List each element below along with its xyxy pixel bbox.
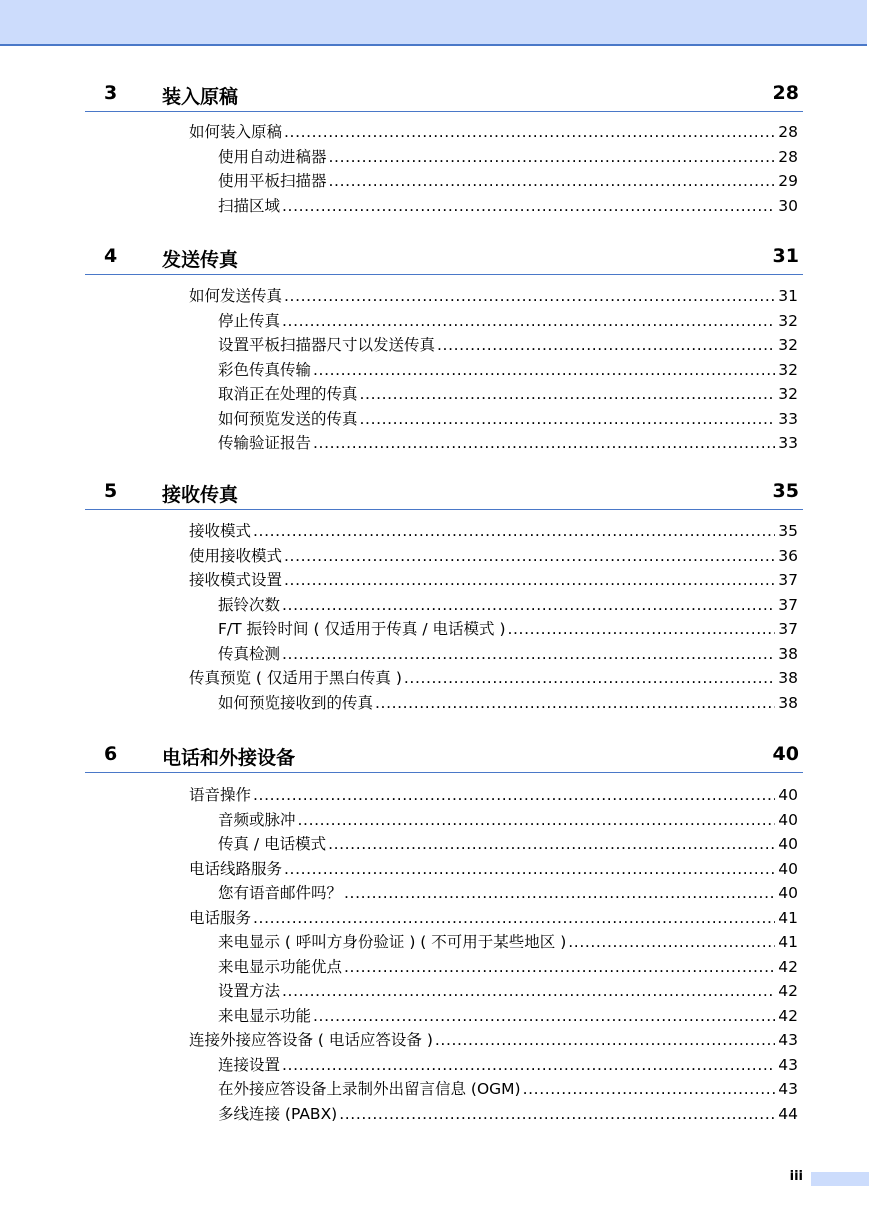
- dot-leader: [313, 1007, 775, 1025]
- toc-entry-label: 来电显示 ( 呼叫方身份验证 ) ( 不可用于某些地区 ): [218, 933, 567, 951]
- toc-entry-label: 振铃次数: [218, 595, 281, 614]
- chapter-page: 35: [772, 480, 799, 502]
- chapter-title: 接收传真: [162, 484, 239, 506]
- toc-entry-label: 电话服务: [189, 908, 252, 927]
- toc-entry-page: 44: [778, 1104, 798, 1123]
- header-band: [0, 0, 867, 46]
- dot-leader: [329, 148, 776, 166]
- dot-leader: [344, 884, 775, 902]
- toc-entry-page: 37: [778, 571, 798, 589]
- dot-leader: [329, 172, 776, 190]
- toc-entry-label: 语音操作: [189, 786, 252, 804]
- dot-leader: [523, 1080, 776, 1098]
- toc-entry[interactable]: [218, 1102, 798, 1124]
- toc-entry-page: 31: [778, 287, 798, 305]
- dot-leader: [284, 547, 775, 565]
- chapter-heading: [85, 82, 803, 112]
- dot-leader: [282, 645, 775, 663]
- toc-entry[interactable]: [218, 955, 798, 977]
- toc-entry[interactable]: [218, 832, 798, 854]
- toc-entry-label: F/T 振铃时间 ( 仅适用于传真 / 电话模式 ): [218, 620, 506, 638]
- toc-entry[interactable]: [189, 519, 798, 541]
- toc-entry-label: 如何预览发送的传真: [218, 409, 358, 428]
- chapter-title: 电话和外接设备: [162, 747, 296, 769]
- toc-entry-page: 40: [778, 810, 798, 829]
- toc-entry[interactable]: [189, 906, 798, 928]
- toc-entry[interactable]: [218, 407, 798, 429]
- toc-entry-page: 41: [778, 908, 798, 927]
- toc-entry[interactable]: [218, 358, 798, 380]
- toc-entry-label: 多线连接 (PABX): [218, 1104, 338, 1123]
- dot-leader: [284, 123, 775, 141]
- dot-leader: [282, 596, 775, 614]
- toc-entry-page: 42: [778, 982, 798, 1000]
- toc-entry[interactable]: [189, 857, 798, 879]
- toc-entry-page: 43: [778, 1080, 798, 1098]
- toc-entry-label: 电话线路服务: [189, 859, 283, 878]
- toc-entry-label: 使用平板扫描器: [218, 172, 327, 190]
- toc-entry[interactable]: [218, 617, 798, 639]
- toc-entry-label: 取消正在处理的传真: [218, 385, 358, 403]
- toc-entry-page: 32: [778, 385, 798, 403]
- chapter-heading: [85, 480, 803, 510]
- chapter-number: 5: [104, 480, 118, 502]
- toc-entry-page: 37: [778, 620, 798, 638]
- chapter-page: 31: [772, 245, 799, 267]
- toc-entry-page: 32: [778, 360, 798, 379]
- chapter-title: 装入原稿: [162, 86, 239, 108]
- toc-entry-label: 接收模式: [189, 522, 252, 540]
- toc-entry-page: 40: [778, 884, 798, 902]
- toc-entry-label: 在外接应答设备上录制外出留言信息 (OGM): [218, 1080, 521, 1098]
- toc-entry[interactable]: [218, 642, 798, 664]
- toc-entry[interactable]: [218, 145, 798, 167]
- dot-leader: [282, 1056, 775, 1074]
- dot-leader: [437, 336, 775, 354]
- toc-entry-page: 43: [778, 1055, 798, 1074]
- toc-entry-label: 传输验证报告: [218, 434, 312, 452]
- chapter-title: 发送传真: [162, 249, 239, 271]
- dot-leader: [360, 385, 776, 403]
- toc-entry-page: 33: [778, 409, 798, 428]
- toc-entry[interactable]: [218, 808, 798, 830]
- toc-entry[interactable]: [189, 284, 798, 306]
- toc-entry-label: 使用接收模式: [189, 546, 283, 565]
- toc-entry-page: 43: [778, 1031, 798, 1049]
- page-number: iii: [789, 1169, 803, 1184]
- dot-leader: [313, 434, 775, 452]
- toc-entry[interactable]: [189, 120, 798, 142]
- dot-leader: [282, 312, 775, 330]
- toc-entry-page: 40: [778, 859, 798, 878]
- chapter-heading: [85, 743, 803, 773]
- toc-entry-label: 使用自动进稿器: [218, 147, 327, 166]
- toc-entry-page: 38: [778, 693, 798, 712]
- toc-entry[interactable]: [218, 1077, 798, 1099]
- dot-leader: [339, 1105, 775, 1123]
- chapter-heading: [85, 245, 803, 275]
- toc-entry-label: 传真检测: [218, 644, 281, 663]
- toc-entry-label: 设置平板扫描器尺寸以发送传真: [218, 336, 436, 354]
- dot-leader: [253, 522, 775, 540]
- toc-entry-label: 扫描区域: [218, 196, 281, 215]
- toc-entry-label: 来电显示功能优点: [218, 957, 343, 976]
- chapter-page: 28: [772, 82, 799, 104]
- toc-entry-page: 40: [778, 786, 798, 804]
- toc-entry[interactable]: [189, 568, 798, 590]
- dot-leader: [282, 197, 775, 215]
- toc-entry-label: 彩色传真传输: [218, 360, 312, 379]
- chapter-divider: [85, 772, 803, 773]
- toc-entry-label: 如何预览接收到的传真: [218, 693, 374, 712]
- chapter-page: 40: [772, 743, 799, 765]
- toc-entry-label: 如何发送传真: [189, 287, 283, 305]
- toc-entry-label: 设置方法: [218, 982, 281, 1000]
- chapter-divider: [85, 509, 803, 510]
- toc-entry[interactable]: [218, 333, 798, 355]
- toc-entry-label: 连接设置: [218, 1055, 281, 1074]
- toc-entry[interactable]: [218, 691, 798, 713]
- toc-entry-page: 42: [778, 957, 798, 976]
- chapter-number: 6: [104, 743, 118, 765]
- toc-entry-page: 36: [778, 546, 798, 565]
- dot-leader: [253, 909, 775, 927]
- dot-leader: [435, 1031, 775, 1049]
- toc-entry[interactable]: [218, 881, 798, 903]
- toc-entry[interactable]: [218, 309, 798, 331]
- toc-entry-page: 33: [778, 434, 798, 452]
- toc-entry-label: 接收模式设置: [189, 571, 283, 589]
- toc-entry-page: 29: [778, 172, 798, 190]
- toc-entry[interactable]: [218, 169, 798, 191]
- dot-leader: [328, 835, 775, 853]
- dot-leader: [568, 933, 775, 951]
- toc-entry-label: 传真 / 电话模式: [218, 835, 327, 853]
- dot-leader: [253, 786, 775, 804]
- toc-entry[interactable]: [189, 666, 798, 688]
- chapter-number: 4: [104, 245, 118, 267]
- dot-leader: [284, 287, 775, 305]
- toc-entry-label: 如何装入原稿: [189, 123, 283, 141]
- toc-entry-page: 37: [778, 595, 798, 614]
- toc-entry-page: 30: [778, 196, 798, 215]
- toc-entry[interactable]: [218, 593, 798, 615]
- toc-entry[interactable]: [189, 544, 798, 566]
- toc-entry-label: 连接外接应答设备 ( 电话应答设备 ): [189, 1031, 433, 1049]
- toc-entry[interactable]: [218, 382, 798, 404]
- dot-leader: [404, 669, 775, 687]
- toc-entry[interactable]: [189, 1028, 798, 1050]
- toc-entry-page: 41: [778, 933, 798, 951]
- dot-leader: [298, 811, 776, 829]
- toc-entry-page: 42: [778, 1006, 798, 1025]
- toc-entry-page: 38: [778, 669, 798, 687]
- toc-entry-label: 您有语音邮件吗？: [218, 884, 343, 902]
- chapter-divider: [85, 274, 803, 275]
- toc-entry-label: 音频或脉冲: [218, 810, 296, 829]
- chapter-divider: [85, 111, 803, 112]
- toc-entry-page: 40: [778, 835, 798, 853]
- toc-entry-page: 28: [778, 147, 798, 166]
- toc-entry[interactable]: [218, 431, 798, 453]
- toc-entry-page: 35: [778, 522, 798, 540]
- dot-leader: [375, 694, 775, 712]
- toc-entry-label: 停止传真: [218, 311, 281, 330]
- chapter-number: 3: [104, 82, 118, 104]
- footer-tab: [811, 1172, 869, 1186]
- toc-entry[interactable]: [189, 783, 798, 805]
- dot-leader: [284, 571, 775, 589]
- dot-leader: [508, 620, 776, 638]
- toc-entry[interactable]: [218, 194, 798, 216]
- dot-leader: [282, 982, 775, 1000]
- toc-entry[interactable]: [218, 1004, 798, 1026]
- dot-leader: [360, 410, 776, 428]
- dot-leader: [344, 958, 775, 976]
- toc-entry-page: 32: [778, 336, 798, 354]
- toc-entry-label: 来电显示功能: [218, 1006, 312, 1025]
- toc-entry-page: 28: [778, 123, 798, 141]
- toc-entry[interactable]: [218, 979, 798, 1001]
- toc-entry-page: 38: [778, 644, 798, 663]
- toc-entry-page: 32: [778, 311, 798, 330]
- dot-leader: [313, 361, 775, 379]
- toc-entry-label: 传真预览 ( 仅适用于黑白传真 ): [189, 669, 402, 687]
- toc-entry[interactable]: [218, 1053, 798, 1075]
- toc-entry[interactable]: [218, 930, 798, 952]
- dot-leader: [284, 860, 775, 878]
